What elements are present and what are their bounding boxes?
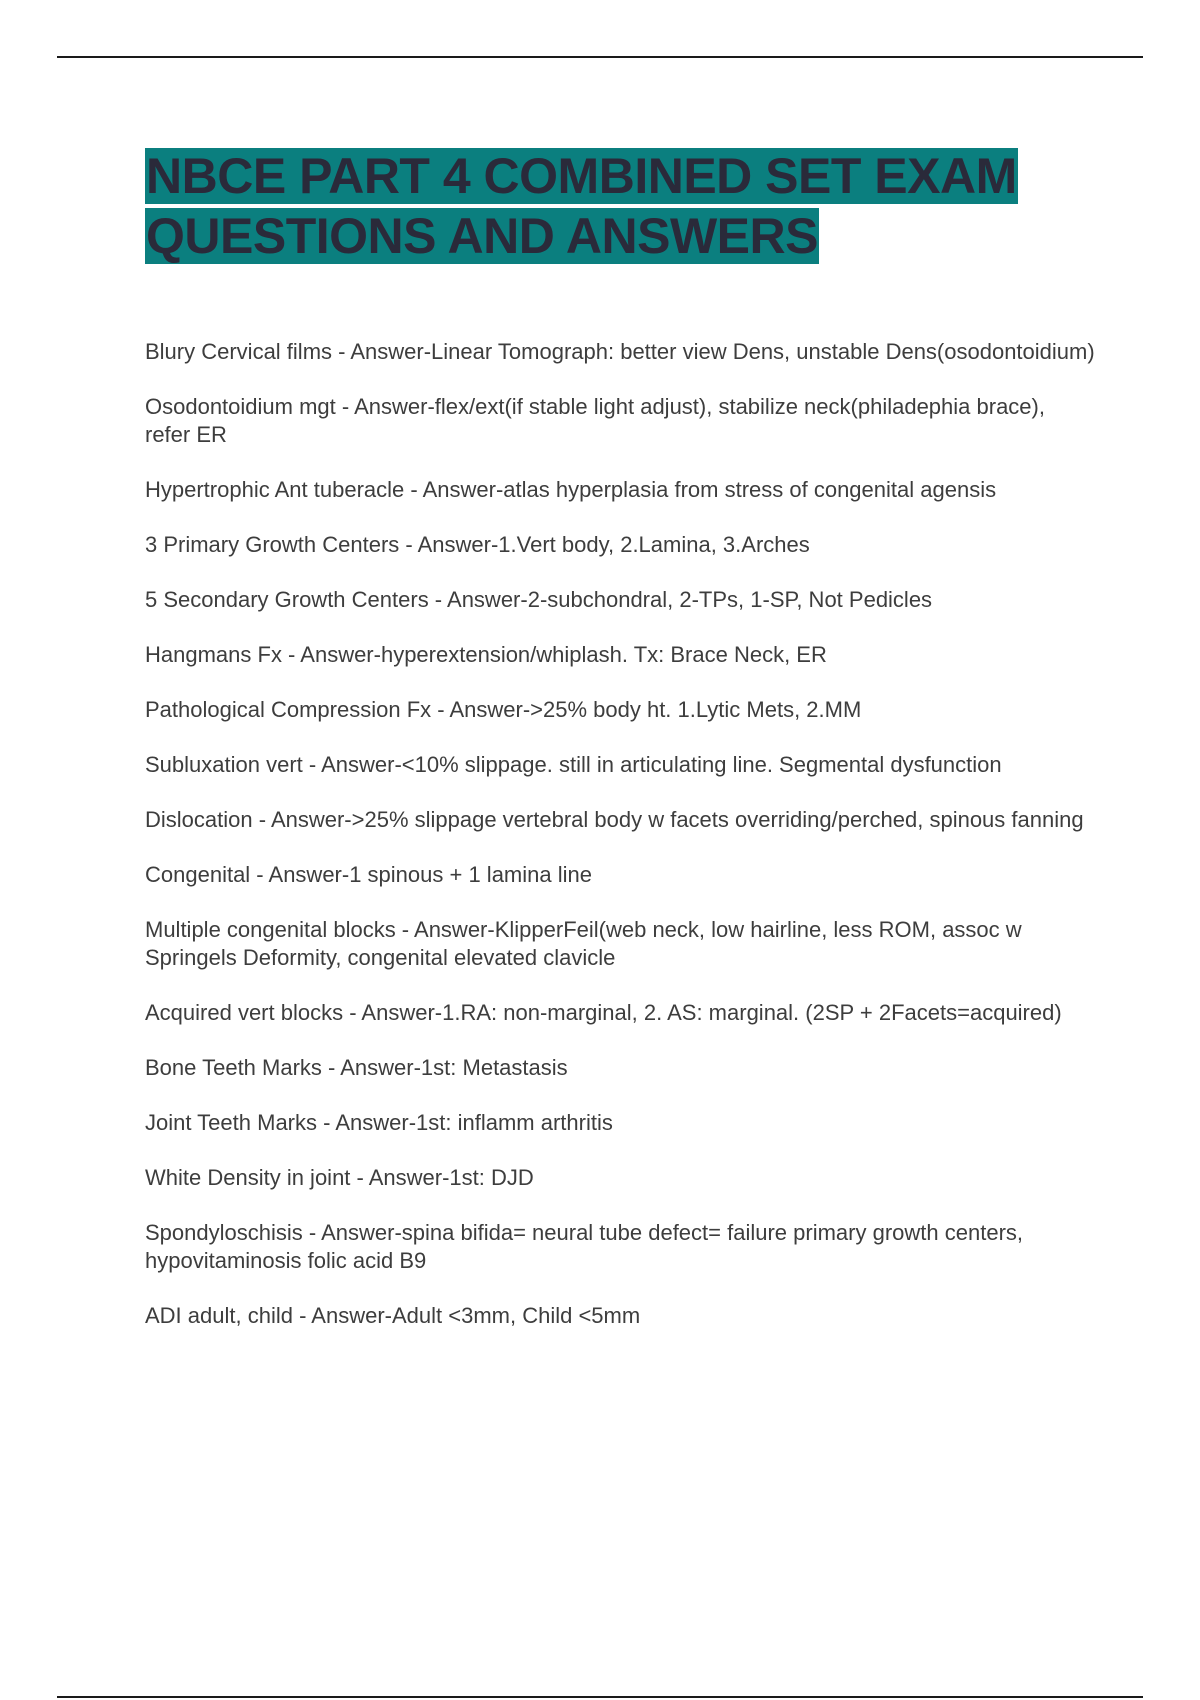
qa-item: Osodontoidium mgt - Answer-flex/ext(if stable light adjust), stabilize neck(philadephia brace), refer ER (145, 394, 1045, 447)
qa-item: White Density in joint - Answer-1st: DJD (145, 1165, 534, 1190)
qa-item: Multiple congenital blocks - Answer-KlipperFeil(web neck, low hairline, less ROM, assoc w Springels Deformity, congenital elevated clavicle (145, 917, 1022, 970)
qa-item: Congenital - Answer-1 spinous + 1 lamina line (145, 862, 592, 887)
page-title (145, 146, 1085, 266)
qa-item: Pathological Compression Fx - Answer->25% body ht. 1.Lytic Mets, 2.MM (145, 697, 862, 722)
footer-rule (57, 1696, 1143, 1698)
qa-item: Spondyloschisis - Answer-spina bifida= neural tube defect= failure primary growth centers, hypovitaminosis folic acid B9 (145, 1220, 1024, 1273)
qa-item: Subluxation vert - Answer-<10% slippage. still in articulating line. Segmental dysfunction (145, 752, 1002, 777)
qa-item: Dislocation - Answer->25% slippage vertebral body w facets overriding/perched, spinous fanning (145, 807, 1084, 832)
title-line-1: NBCE PART 4 COMBINED SET EXAM (146, 148, 1017, 204)
qa-item: Hypertrophic Ant tuberacle - Answer-atlas hyperplasia from stress of congenital agensis (145, 477, 997, 502)
qa-item: 5 Secondary Growth Centers - Answer-2-subchondral, 2-TPs, 1-SP, Not Pedicles (145, 587, 933, 612)
title-line-2: QUESTIONS AND ANSWERS (146, 208, 818, 264)
qa-item: Bone Teeth Marks - Answer-1st: Metastasis (145, 1055, 568, 1080)
qa-item: Joint Teeth Marks - Answer-1st: inflamm arthritis (145, 1110, 613, 1135)
qa-item: Blury Cervical films - Answer-Linear Tomograph: better view Dens, unstable Dens(osodontoidium) (145, 339, 1095, 364)
qa-item: ADI adult, child - Answer-Adult <3mm, Child <5mm (145, 1303, 641, 1328)
qa-item: Acquired vert blocks - Answer-1.RA: non-marginal, 2. AS: marginal. (2SP + 2Facets=acquired) (145, 1000, 1062, 1025)
qa-list (145, 338, 1095, 1357)
qa-item: Hangmans Fx - Answer-hyperextension/whiplash. Tx: Brace Neck, ER (145, 642, 827, 667)
header-rule (57, 56, 1143, 58)
qa-item: 3 Primary Growth Centers - Answer-1.Vert body, 2.Lamina, 3.Arches (145, 532, 810, 557)
